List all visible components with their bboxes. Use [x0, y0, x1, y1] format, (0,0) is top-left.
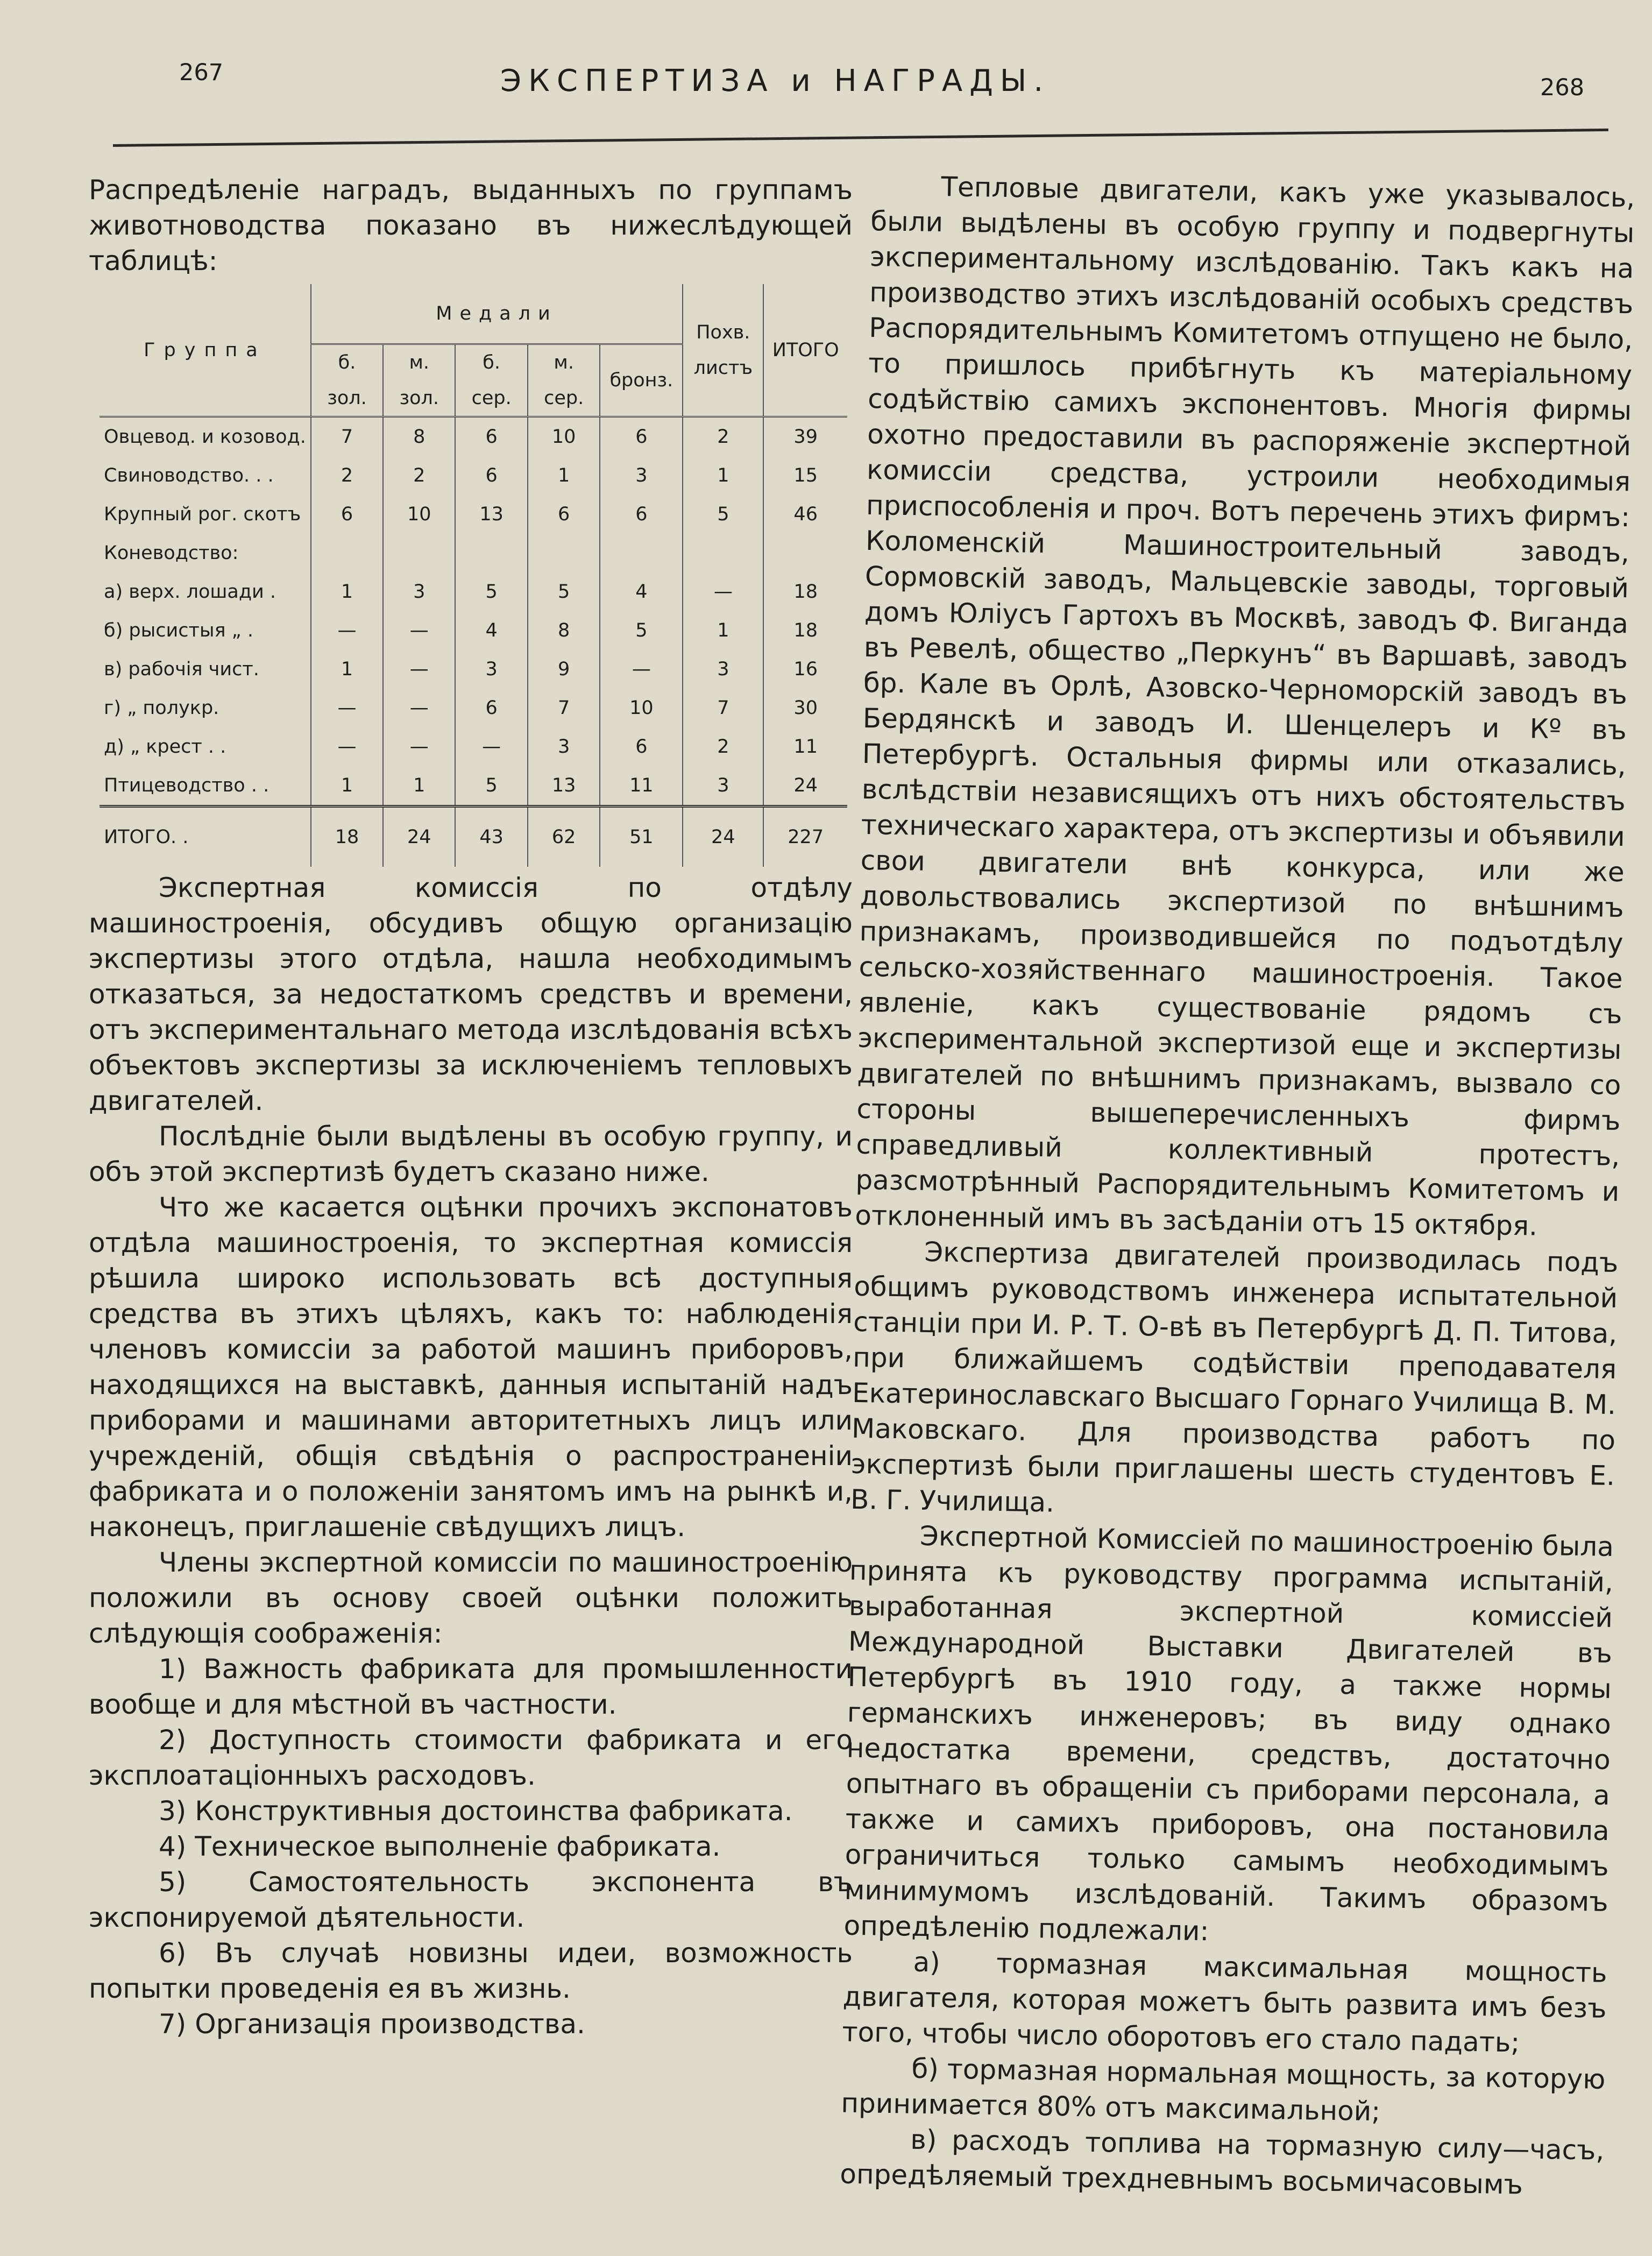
itogo-header: ИТОГО [763, 284, 847, 417]
table-cell: 11 [763, 727, 847, 766]
table-cell: 5 [600, 611, 683, 650]
table-cell: 8 [528, 611, 600, 650]
awards-table [100, 284, 847, 867]
paragraph: а) тормазная максимальная мощность двигателя, которая можетъ быть развита имъ безъ того, чтобы число оборотовъ его стало падать; [842, 1946, 1607, 2059]
row-label: Коневодство: [104, 542, 239, 564]
table-cell: 3 [383, 572, 455, 611]
table-cell: — [455, 727, 528, 766]
paragraph: Экспертной Комиссіей по машиностроенію была принята къ руководству программа испытаній, выработанная экспертной комиссіей Международной Выставки Двигателей въ Петербургѣ въ 1910 году, а также нормы германскихъ инженеровъ; въ виду однако недостатка времени, средствъ, достаточно опытнаго въ обращеніи съ приборами персонала, а также и самихъ приборовъ, она постановила ограничиться только самымъ необходимымъ минимумомъ изслѣдованій. Такимъ образомъ опредѣленію подлежали: [843, 1520, 1614, 1947]
table-row [100, 611, 847, 650]
table-cell: 5 [683, 495, 763, 534]
table-cell: 9 [528, 650, 600, 689]
header-rule [113, 129, 1608, 147]
row-label: ИТОГО. . [100, 807, 311, 867]
table-cell: 10 [600, 689, 683, 727]
table-cell: 227 [763, 807, 847, 867]
medals-header: Медали [311, 284, 683, 344]
table-cell: 3 [683, 650, 763, 689]
table-cell [455, 534, 528, 572]
table-cell [600, 534, 683, 572]
table-row [100, 495, 847, 534]
table-cell: 6 [455, 689, 528, 727]
table-header-row [100, 284, 847, 344]
page-number-right: 268 [1540, 74, 1585, 101]
paragraph: 4) Техническое выполненіе фабриката. [159, 1831, 721, 1862]
table-cell: 18 [763, 611, 847, 650]
row-label: б) рысистыя „ . [104, 620, 254, 641]
table-cell: 6 [600, 727, 683, 766]
table-cell: 5 [528, 572, 600, 611]
medal-col-header: м. зол. [383, 344, 455, 417]
paragraph: Члены экспертной комиссіи по машиностроенію положили въ основу своей оцѣнки положить слѣдующія соображенія: [89, 1547, 853, 1649]
table-row [100, 572, 847, 611]
medal-col-header: бронз. [600, 344, 683, 417]
table-cell: 2 [683, 417, 763, 457]
table-cell: 51 [600, 807, 683, 867]
table-cell: — [383, 611, 455, 650]
paragraph: 1) Важность фабриката для промышленности вообще и для мѣстной въ частности. [89, 1653, 853, 1720]
table-cell: 7 [683, 689, 763, 727]
row-label: а) верх. лошади . [104, 581, 276, 603]
right-paragraphs [840, 168, 1635, 2204]
medal-col-header: б. зол. [311, 344, 383, 417]
table-cell: 10 [528, 417, 600, 457]
paragraph: б) тормазная нормальная мощность, за которую принимается 80% отъ максимальной; [841, 2053, 1606, 2127]
table-cell: 2 [311, 456, 383, 495]
table-cell: 18 [763, 572, 847, 611]
table-cell: — [383, 727, 455, 766]
table-cell: 1 [683, 456, 763, 495]
table-cell: 6 [455, 417, 528, 457]
table-intro: Распредѣленіе наградъ, выданныхъ по группамъ животноводства показано въ нижеслѣдующей таблицѣ: [89, 174, 853, 277]
table-row [100, 417, 847, 457]
right-column [840, 168, 1635, 2204]
table-cell: 13 [455, 495, 528, 534]
table-cell: 2 [683, 727, 763, 766]
table-cell: 1 [683, 611, 763, 650]
table-cell: 3 [455, 650, 528, 689]
table-cell: 6 [600, 495, 683, 534]
table-row [100, 456, 847, 495]
table-cell: 1 [528, 456, 600, 495]
table-row [100, 689, 847, 727]
table-cell: 62 [528, 807, 600, 867]
table-cell: 13 [528, 766, 600, 807]
table-cell: — [600, 650, 683, 689]
paragraph: Экспертиза двигателей производилась подъ общимъ руководствомъ инженера испытательной станціи при И. Р. Т. О-вѣ въ Петербургѣ Д. П. Титова, при ближайшемъ содѣйствіи преподавателя Екатеринославскаго Высшаго Горнаго Училища В. М. Маковскаго. Для производства работъ по экспертизѣ были приглашены шесть студентовъ Е. В. Г. Училища. [850, 1236, 1619, 1518]
paragraph: 2) Доступность стоимости фабриката и его эксплоатаціонныхъ расходовъ. [89, 1724, 853, 1791]
table-cell: — [311, 689, 383, 727]
table-cell: 3 [683, 766, 763, 807]
table-cell: 4 [600, 572, 683, 611]
group-header: Группа [100, 284, 311, 417]
row-label: в) рабочія чист. [104, 659, 259, 680]
table-row [100, 534, 847, 572]
left-column [89, 172, 853, 2042]
table-cell: 1 [311, 572, 383, 611]
table-cell [311, 534, 383, 572]
paragraph: Тепловые двигатели, какъ уже указывалось, были выдѣлены въ особую группу и подвергнуты экспериментальному изслѣдованію. Такъ какъ на производство этихъ изслѣдованій особыхъ средствъ Распорядительнымъ Комитетомъ отпущено не было, то пришлось прибѣгнуть къ матеріальному содѣйствію самихъ экспонентовъ. Многія фирмы охотно предоставили въ распоряженіе экспертной комиссіи средства, устроили необходимыя приспособленія и проч. Вотъ перечень этихъ фирмъ: Коломенскій Машиностроительный заводъ, Сормовскій заводъ, Мальцевскіе заводы, торговый домъ Юліусъ Гартохъ въ Москвѣ, заводъ Ф. Вигандa въ Ревелѣ, общество „Перкунъ“ въ Варшавѣ, заводъ бр. Кале въ Орлѣ, Азовско-Черноморскій заводъ въ Бердянскѣ и заводъ И. Шенцелеръ и Кº въ Петербургѣ. Остальныя фирмы или отказались, вслѣдствіи независящихъ отъ нихъ обстоятельствъ техническаго характера, отъ экспертизы и объявили свои двигатели внѣ конкурса, или же довольствовались экспертизой по внѣшнимъ признакамъ, производившейся по подъотдѣлу сельско-хозяйственнаго машиностроенія. Такое явленіе, какъ существованіе рядомъ съ экспериментальной экспертизой еще и экспертизы двигателей по внѣшнимъ признакамъ, вызвало со стороны вышеперечисленныхъ фирмъ справедливый коллективный протестъ, разсмотрѣнный Распорядительнымъ Комитетомъ и отклоненный имъ въ засѣданіи отъ 15 октября. [854, 171, 1635, 1242]
table-cell: 3 [600, 456, 683, 495]
table-cell: 4 [455, 611, 528, 650]
table-cell: 10 [383, 495, 455, 534]
paragraph: Послѣдніе были выдѣлены въ особую группу, и объ этой экспертизѣ будетъ сказано ниже. [89, 1121, 853, 1187]
table-cell: — [311, 727, 383, 766]
row-label: Крупный рог. скотъ [104, 504, 301, 525]
table-cell: 6 [311, 495, 383, 534]
table-cell: 8 [383, 417, 455, 457]
table-cell: 1 [311, 650, 383, 689]
table-cell: 18 [311, 807, 383, 867]
table-cell: 7 [528, 689, 600, 727]
table-cell: 11 [600, 766, 683, 807]
table-cell: 3 [528, 727, 600, 766]
table-cell [763, 534, 847, 572]
table-cell: 43 [455, 807, 528, 867]
table-cell: 5 [455, 572, 528, 611]
table-cell: 39 [763, 417, 847, 457]
table-cell: 24 [683, 807, 763, 867]
table-cell: 1 [383, 766, 455, 807]
paragraph: 3) Конструктивныя достоинства фабриката. [159, 1795, 793, 1827]
page-title: ЭКСПЕРТИЗА и НАГРАДЫ. [500, 63, 1051, 98]
table-cell: — [683, 572, 763, 611]
page-number-left: 267 [179, 59, 224, 86]
table-cell: 24 [383, 807, 455, 867]
table-cell [528, 534, 600, 572]
medal-col-header: б. сер. [455, 344, 528, 417]
row-label: Птицеводство . . [104, 775, 270, 796]
paragraph: 5) Самостоятельность экспонента въ экспонируемой дѣятельности. [89, 1866, 853, 1933]
table-cell: 24 [763, 766, 847, 807]
table-row [100, 766, 847, 807]
table-row [100, 727, 847, 766]
table-cell: 7 [311, 417, 383, 457]
table-body [100, 417, 847, 867]
table-cell: 6 [600, 417, 683, 457]
table-cell [383, 534, 455, 572]
table-cell: — [311, 611, 383, 650]
table-row [100, 650, 847, 689]
pohv-header: Похв. листъ [683, 284, 763, 417]
table-cell: — [383, 689, 455, 727]
table-cell: — [383, 650, 455, 689]
table-cell: 2 [383, 456, 455, 495]
paragraph: Что же касается оцѣнки прочихъ экспонатовъ отдѣла машиностроенія, то экспертная комиссія рѣшила широко использовать всѣ доступныя средства въ этихъ цѣляхъ, какъ то: наблюденія членовъ комиссіи за работой машинъ приборовъ, находящихся на выставкѣ, данныя испытаній надъ приборами и машинами авторитетныхъ лицъ или учрежденій, общія свѣдѣнія о распространеніи фабриката и о положеніи занятомъ имъ на рынкѣ и, наконецъ, приглашеніе свѣдущихъ лицъ. [89, 1192, 853, 1543]
table-cell: 46 [763, 495, 847, 534]
table-cell: 5 [455, 766, 528, 807]
table-cell: 6 [455, 456, 528, 495]
paragraph: Экспертная комиссія по отдѣлу машиностроенія, обсудивъ общую организацію экспертизы этого отдѣла, нашла необходимымъ отказаться, за недостаткомъ средствъ и времени, отъ экспериментальнаго метода изслѣдованія всѣхъ объектовъ экспертизы за исключеніемъ тепловыхъ двигателей. [89, 872, 853, 1116]
row-label: Овцевод. и козовод. [104, 426, 306, 448]
paragraph: в) расходъ топлива на тормазную силу—часъ, опредѣляемый трехдневнымъ восьмичасовымъ [839, 2124, 1605, 2201]
table-cell: 16 [763, 650, 847, 689]
table-total-row [100, 807, 847, 867]
table-cell: 15 [763, 456, 847, 495]
medal-col-header: м. сер. [528, 344, 600, 417]
left-paragraphs [89, 870, 853, 2042]
table-cell: 1 [311, 766, 383, 807]
paragraph: 7) Организація производства. [159, 2009, 585, 2040]
table-cell [683, 534, 763, 572]
row-label: Свиноводство. . . [104, 465, 274, 486]
row-label: д) „ крест . . [104, 736, 226, 758]
row-label: г) „ полукр. [104, 697, 219, 719]
table-cell: 6 [528, 495, 600, 534]
table-cell: 30 [763, 689, 847, 727]
paragraph: 6) Въ случаѣ новизны идеи, возможность попытки проведенія ея въ жизнь. [89, 1937, 853, 2004]
